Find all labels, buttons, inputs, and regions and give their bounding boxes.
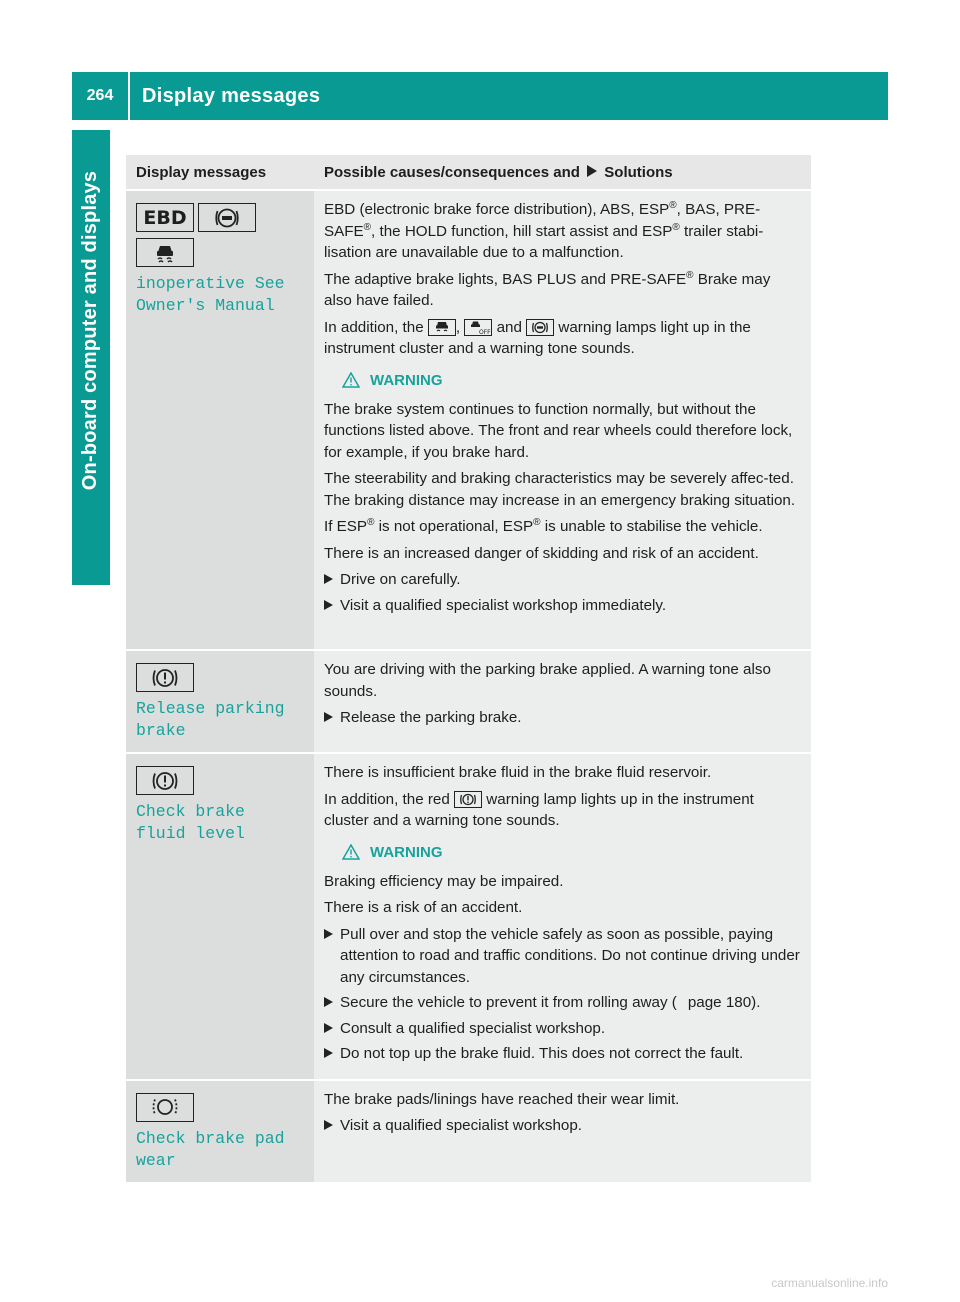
warning-paragraph: Braking efficiency may be impaired. [324, 872, 564, 890]
warning-triangle-icon [342, 844, 360, 860]
solution-step [324, 1115, 801, 1137]
solution-step [324, 707, 801, 729]
text: , BAS, PRE-SAFE [324, 201, 761, 240]
abs-warning-icon [526, 319, 554, 336]
cause-paragraph: There is insufficient brake fluid in the brake fluid reservoir. [324, 764, 712, 781]
watermark: carmanualsonline.info [771, 1276, 888, 1290]
text: Secure the vehicle to prevent it from rolling away ( [340, 994, 677, 1011]
display-message-text: inoperative See Owner's Manual [136, 274, 285, 315]
display-message-cell [126, 190, 314, 650]
col1-header: Display messages [126, 155, 314, 190]
cause-paragraph: EBD (electronic brake force distribution), ABS, ESP®, BAS, PRE-SAFE®, the HOLD function, hill start assist and ESP® trailer stabi-lisation are unavailable due to a malfunction. [324, 199, 764, 261]
brake-warning-icon [136, 663, 194, 692]
text: Visit a qualified specialist workshop immediately. [340, 596, 667, 614]
arrow-bullet-icon [324, 600, 333, 610]
cause-paragraph [324, 789, 801, 832]
arrow-bullet-icon [324, 997, 333, 1007]
text: is not operational, ESP [374, 518, 534, 535]
arrow-bullet-icon [324, 1120, 333, 1130]
solution-step [324, 1018, 801, 1040]
brake-pad-wear-icon [136, 1093, 194, 1122]
cause-paragraph: You are driving with the parking brake applied. A warning tone also sounds. [324, 661, 771, 700]
warning-paragraph: If ESP® is not operational, ESP® is unable to stabilise the vehicle. [324, 516, 763, 535]
text: warning lamp lights up in the instrument cluster and a warning tone sounds. [324, 790, 754, 829]
text: EBD (electronic brake force distribution), ABS, ESP [324, 201, 670, 218]
brake-warning-icon [136, 766, 194, 795]
text: In addition, the red [324, 790, 450, 808]
warning-heading [342, 844, 801, 861]
warning-label: WARNING [370, 371, 443, 389]
warning-paragraph: The brake system continues to function normally, but without the functions listed above. The front and rear wheels could therefore lock, for example, if you brake hard. [324, 400, 793, 461]
display-message-cell [126, 753, 314, 1080]
col2-header-suffix: Solutions [604, 163, 673, 181]
text: Brake may also have failed. [324, 270, 771, 309]
table-row [126, 650, 811, 753]
svg-text:OFF: OFF [479, 328, 491, 335]
side-tab-label-wrap [72, 130, 110, 530]
text: Do not top up the brake fluid. This does not correct the fault. [340, 1045, 744, 1062]
solution-step [324, 1043, 801, 1065]
solution-step [324, 992, 801, 1014]
arrow-bullet-icon [324, 929, 333, 939]
text: trailer stabi-lisation are unavailable due to a malfunction. [324, 222, 764, 261]
text: Consult a qualified specialist workshop. [340, 1019, 606, 1037]
col2-header [314, 155, 811, 190]
arrow-bullet-icon [324, 712, 333, 722]
text: warning lamps light up in the instrument cluster and a warning tone sounds. [324, 318, 751, 357]
arrow-bullet-icon [324, 1048, 333, 1058]
solution-cell [314, 753, 811, 1080]
arrow-bullet-icon [587, 165, 597, 177]
text: Release the parking brake. [340, 709, 522, 726]
warning-heading [342, 372, 801, 389]
solution-cell [314, 1080, 811, 1182]
col2-header-text: Possible causes/consequences and [324, 163, 580, 181]
text: If ESP [324, 518, 368, 535]
display-message-text: Release parking brake [136, 699, 285, 740]
text: In addition, the [324, 318, 424, 336]
warning-paragraph: There is an increased danger of skidding and risk of an accident. [324, 544, 759, 562]
table-row [126, 753, 811, 1080]
brake-warning-icon [454, 791, 482, 808]
ebd-icon: EBD [136, 203, 194, 232]
text: Visit a qualified specialist workshop. [340, 1117, 582, 1134]
page-number: 264 [72, 72, 130, 120]
text: , [455, 318, 461, 336]
text: is unable to stabilise the vehicle. [540, 518, 763, 535]
solution-step [324, 569, 801, 591]
warning-paragraph: The steerability and braking characteristics may be severely affec-ted. The braking distance may increase in an emergency braking situation. [324, 470, 796, 509]
text: Drive on carefully. [340, 571, 461, 588]
display-message-text: Check brake fluid level [136, 802, 245, 843]
solution-step [324, 595, 801, 617]
solution-cell [314, 190, 811, 650]
text: Pull over and stop the vehicle safely as soon as possible, paying attention to road and traffic conditions. Do not continue driving under any circumstances. [340, 925, 800, 986]
table-row [126, 1080, 811, 1182]
text: and [496, 318, 522, 336]
cause-paragraph [324, 317, 801, 360]
text: The adaptive brake lights, BAS PLUS and PRE-SAFE [324, 270, 687, 288]
display-message-cell [126, 1080, 314, 1182]
esp-car-icon [428, 319, 456, 336]
side-tab-label: On-board computer and displays [79, 170, 102, 490]
arrow-bullet-icon [324, 1023, 333, 1033]
abs-warning-icon [198, 203, 256, 232]
cause-paragraph: The adaptive brake lights, BAS PLUS and PRE-SAFE® Brake may also have failed. [324, 269, 771, 309]
text: , the HOLD function, hill start assist and ESP [371, 222, 673, 240]
page-header [72, 72, 888, 120]
display-message-text: Check brake pad wear [136, 1128, 285, 1170]
esp-car-icon [136, 238, 194, 267]
esp-off-icon [464, 319, 492, 336]
display-messages-table [126, 155, 811, 1182]
page-ref-arrow-icon [679, 997, 686, 1007]
warning-triangle-icon [342, 372, 360, 388]
warning-paragraph: There is a risk of an accident. [324, 899, 523, 916]
warning-label: WARNING [370, 843, 443, 861]
display-message-cell [126, 650, 314, 753]
page-title: Display messages [142, 84, 321, 107]
page-reference[interactable]: page 180). [687, 994, 761, 1011]
cause-paragraph: The brake pads/linings have reached their wear limit. [324, 1090, 680, 1108]
arrow-bullet-icon [324, 574, 333, 584]
table-row [126, 190, 811, 650]
solution-step [324, 924, 801, 989]
solution-cell [314, 650, 811, 753]
